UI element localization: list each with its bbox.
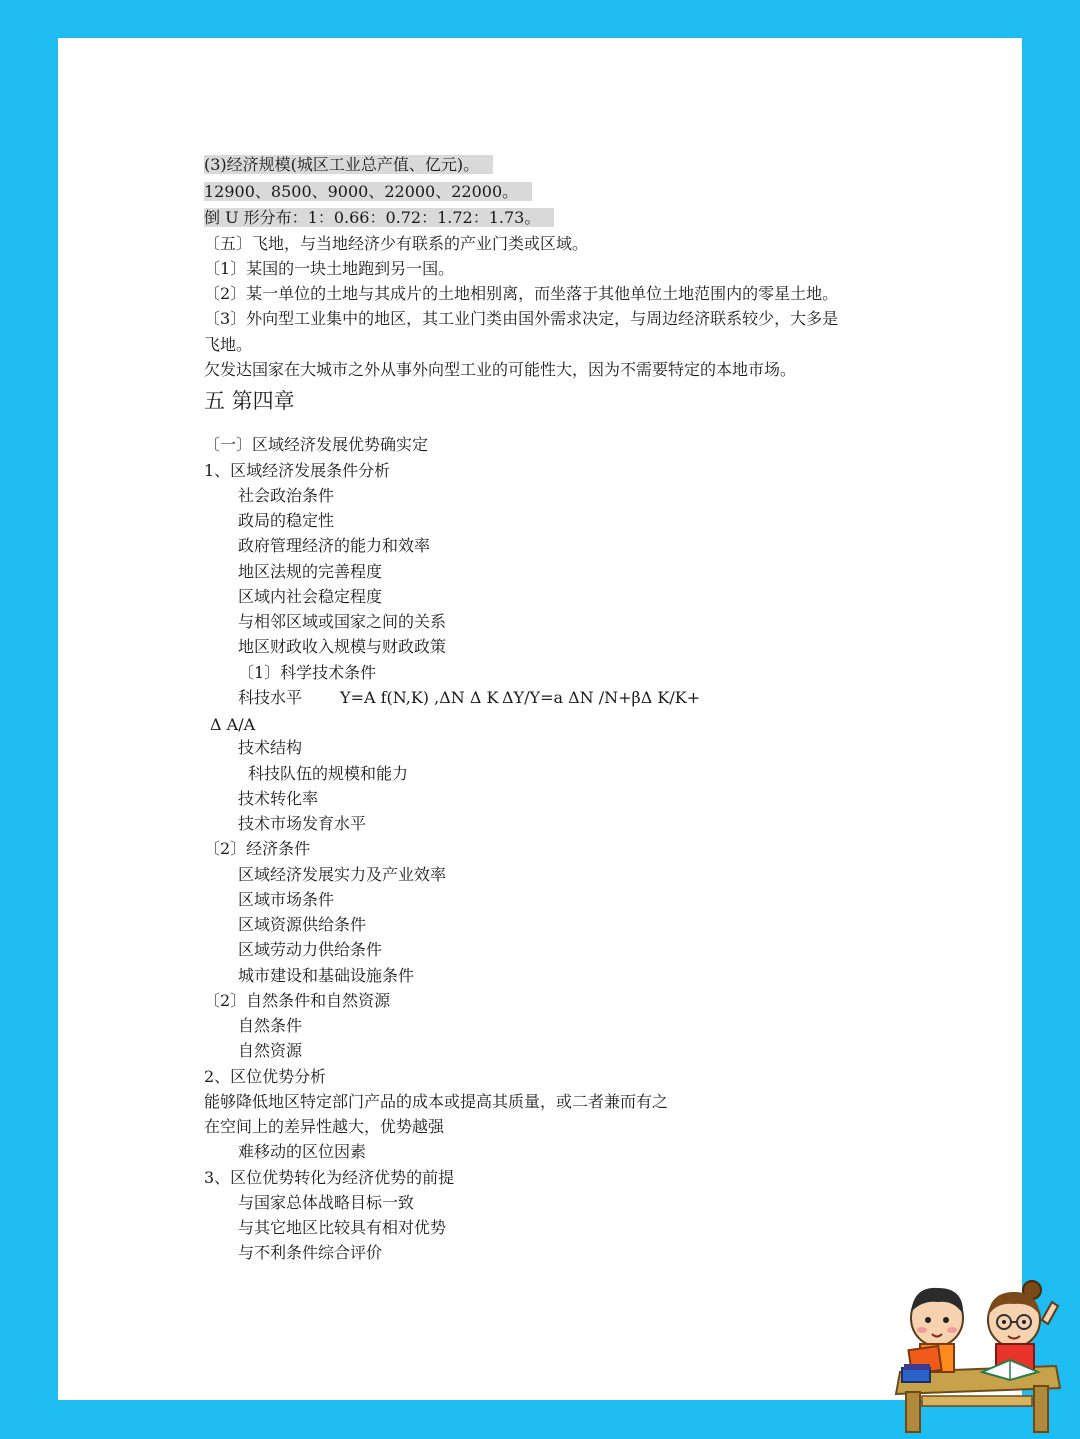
text-line: 〔3〕外向型工业集中的地区，其工业门类由国外需求决定，与周边经济联系较少，大多是	[204, 309, 839, 328]
formula-growth: ΔY/Y=a ΔN /N+βΔ K/K+	[502, 688, 701, 707]
text-line: 〔1〕科学技术条件	[238, 663, 377, 682]
text-line: (3)经济规模(城区工业总产值、亿元)。	[204, 155, 493, 174]
boy-icon	[902, 1288, 963, 1382]
text-line: 3、区位优势转化为经济优势的前提	[204, 1168, 455, 1187]
text-line: 飞地。	[204, 335, 253, 354]
text-line: 欠发达国家在大城市之外从事外向型工业的可能性大，因为不需要特定的本地市场。	[204, 360, 797, 379]
text-line: 〔一〕区域经济发展优势确实定	[204, 435, 429, 454]
text-line: 地区法规的完善程度	[238, 562, 383, 581]
text-line: 〔2〕经济条件	[204, 839, 311, 858]
text-line: 1、区域经济发展条件分析	[204, 461, 391, 480]
text-line: 能够降低地区特定部门产品的成本或提高其质量，或二者兼而有之	[204, 1092, 669, 1111]
text-line: 〔2〕自然条件和自然资源	[204, 991, 391, 1010]
text-line: Δ A/A	[210, 715, 256, 734]
text-line: 难移动的区位因素	[238, 1142, 367, 1161]
text-line: 与不利条件综合评价	[238, 1243, 383, 1262]
text-line: 2、区位优势分析	[204, 1067, 327, 1086]
text-line: 城市建设和基础设施条件	[238, 966, 415, 985]
text-line: 科技队伍的规模和能力	[248, 764, 409, 783]
text-line: 区域劳动力供给条件	[238, 940, 383, 959]
text-line: 区域市场条件	[238, 890, 335, 909]
text-line: 技术结构	[238, 738, 303, 757]
text-line: 自然资源	[238, 1041, 303, 1060]
formula-line	[238, 687, 738, 709]
document-page	[58, 38, 1022, 1400]
text-line: 12900、8500、9000、22000、22000。	[204, 182, 532, 201]
text-line: 政府管理经济的能力和效率	[238, 536, 431, 555]
text-line: 技术转化率	[238, 789, 319, 808]
formula-production: Y=A f(N,K) ,ΔN Δ K	[340, 688, 499, 707]
text-line: 〔五〕飞地，与当地经济少有联系的产业门类或区域。	[204, 234, 589, 253]
girl-icon	[982, 1281, 1058, 1380]
reading-kids-illustration	[892, 1280, 1062, 1435]
text-line: 与其它地区比较具有相对优势	[238, 1218, 447, 1237]
text-line: 自然条件	[238, 1016, 303, 1035]
text-line: 政局的稳定性	[238, 511, 335, 530]
section-heading: 五 第四章	[204, 389, 295, 413]
text-line: 〔2〕某一单位的土地与其成片的土地相别离，而坐落于其他单位土地范围内的零星土地。	[204, 284, 839, 303]
text-line: 与相邻区域或国家之间的关系	[238, 612, 447, 631]
text-line: 区域内社会稳定程度	[238, 587, 383, 606]
text-line: 区域资源供给条件	[238, 915, 367, 934]
text-line: 区域经济发展实力及产业效率	[238, 865, 447, 884]
formula-label: 科技水平	[238, 688, 303, 707]
text-line: 与国家总体战略目标一致	[238, 1193, 415, 1212]
text-line: 〔1〕某国的一块土地跑到另一国。	[204, 259, 455, 278]
text-line: 技术市场发育水平	[238, 814, 367, 833]
text-line: 倒 U 形分布：1：0.66：0.72：1.72：1.73。	[204, 208, 554, 227]
text-line: 在空间上的差异性越大，优势越强	[204, 1117, 445, 1136]
text-line: 地区财政收入规模与财政政策	[238, 637, 447, 656]
text-line: 社会政治条件	[238, 486, 335, 505]
